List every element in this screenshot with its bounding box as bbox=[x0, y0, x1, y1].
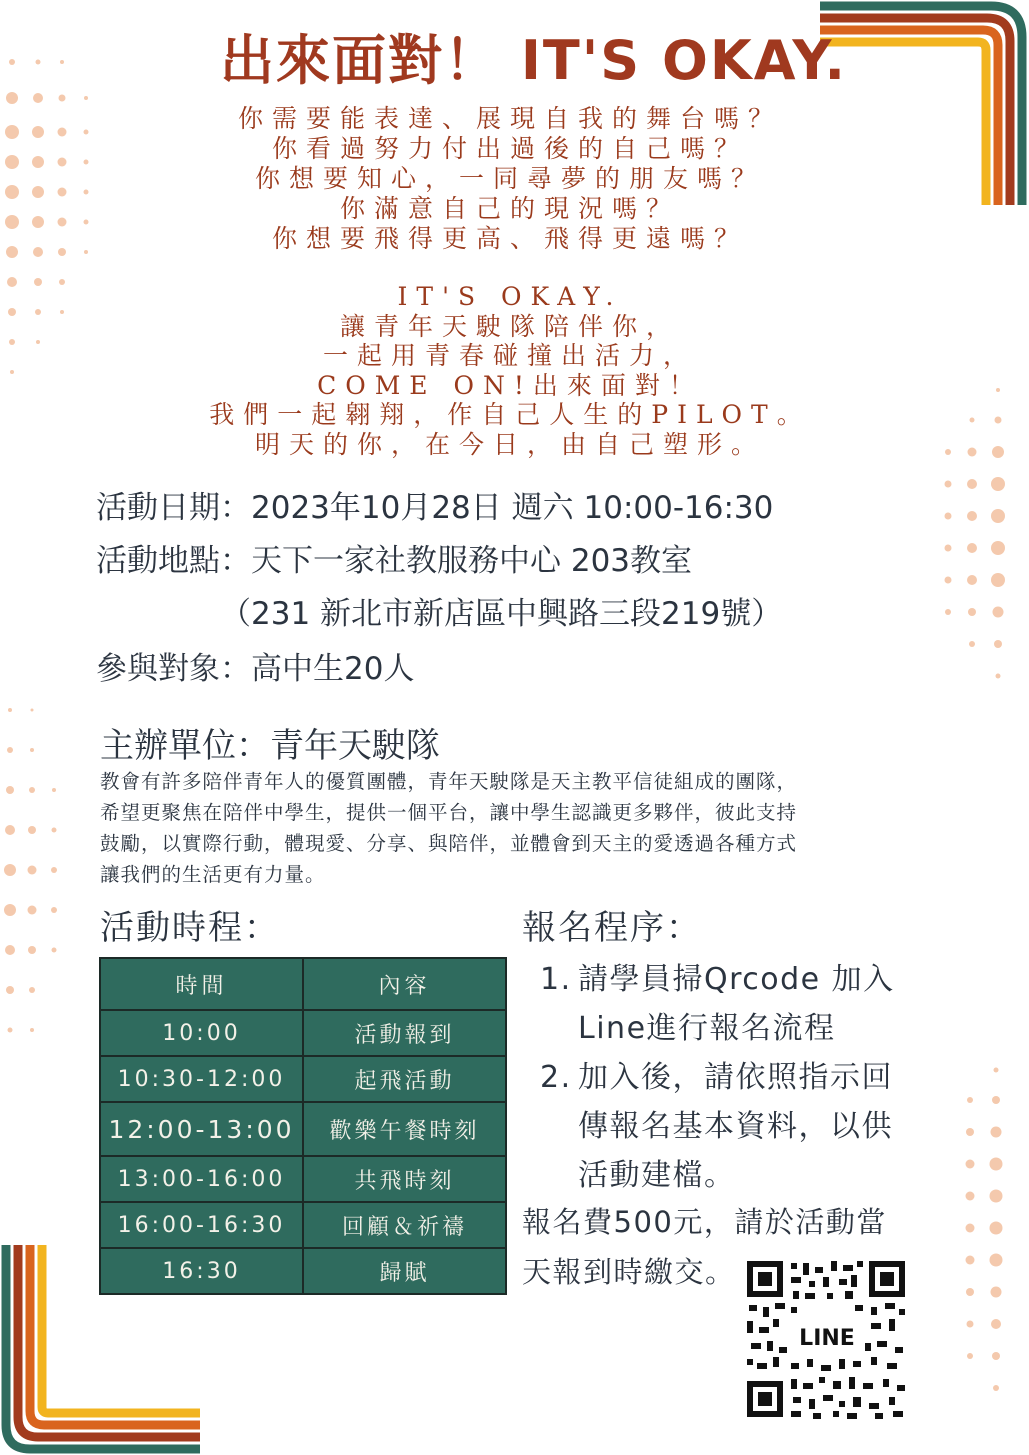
registration-step bbox=[540, 955, 940, 1053]
schedule-table bbox=[99, 957, 507, 1295]
schedule-row bbox=[100, 1010, 506, 1056]
schedule-row bbox=[100, 1248, 506, 1294]
title-chinese: 出來面對！ bbox=[220, 29, 500, 92]
step-line: 請學員掃Qrcode 加入 bbox=[578, 962, 895, 997]
event-address: （231 新北市新店區中興路三段219號） bbox=[220, 596, 783, 632]
okay-line: 一起用青春碰撞出活力， bbox=[322, 341, 697, 371]
step-number: 2. bbox=[540, 1060, 572, 1095]
step-line: 活動建檔。 bbox=[578, 1158, 736, 1193]
organizer-description bbox=[100, 766, 900, 890]
schedule-content: 歸賦 bbox=[303, 1248, 506, 1294]
schedule-row bbox=[100, 1202, 506, 1248]
intro-line: 你想要知心，一同尋夢的朋友嗎？ bbox=[254, 164, 765, 193]
okay-line: COME ON!出來面對！ bbox=[317, 370, 703, 400]
schedule-time: 13:00-16:00 bbox=[100, 1156, 303, 1202]
registration-title: 報名程序： bbox=[522, 908, 702, 948]
intro-questions bbox=[150, 104, 870, 254]
schedule-header-row bbox=[100, 958, 506, 1010]
intro-line: 你想要飛得更高、飛得更遠嗎？ bbox=[271, 224, 748, 253]
okay-line: IT'S OKAY. bbox=[397, 282, 623, 311]
okay-line: 我們一起翱翔，作自己人生的PILOT。 bbox=[209, 400, 811, 430]
schedule-content: 共飛時刻 bbox=[303, 1156, 506, 1202]
okay-message bbox=[140, 282, 880, 460]
schedule-time: 10:30-12:00 bbox=[100, 1056, 303, 1102]
event-location: 活動地點：天下一家社教服務中心 203教室 bbox=[96, 543, 693, 579]
schedule-content: 活動報到 bbox=[303, 1010, 506, 1056]
schedule-time: 12:00-13:00 bbox=[100, 1102, 303, 1156]
description-line: 教會有許多陪伴青年人的優質團體，青年天駛隊是天主教平信徒組成的團隊， bbox=[100, 770, 798, 793]
step-line: Line進行報名流程 bbox=[578, 1011, 836, 1046]
schedule-row bbox=[100, 1156, 506, 1202]
registration-step bbox=[540, 1053, 940, 1200]
step-text bbox=[578, 1053, 893, 1200]
left-lower-dot-pattern bbox=[0, 690, 80, 1070]
schedule-title: 活動時程： bbox=[100, 908, 280, 948]
title-english: IT'S OKAY. bbox=[520, 29, 848, 92]
schedule-row bbox=[100, 1102, 506, 1156]
description-line: 希望更聚焦在陪伴中學生，提供一個平台，讓中學生認識更多夥伴，彼此支持 bbox=[100, 801, 798, 824]
schedule-time: 10:00 bbox=[100, 1010, 303, 1056]
registration-steps bbox=[540, 955, 940, 1200]
organizer: 主辦單位：青年天駛隊 bbox=[100, 726, 440, 766]
step-number: 1. bbox=[540, 962, 572, 997]
schedule-content: 回顧＆祈禱 bbox=[303, 1202, 506, 1248]
schedule-content: 起飛活動 bbox=[303, 1056, 506, 1102]
event-date: 活動日期：2023年10月28日 週六 10:00-16:30 bbox=[96, 490, 774, 526]
event-participants: 參與對象：高中生20人 bbox=[96, 651, 415, 687]
schedule-time: 16:00-16:30 bbox=[100, 1202, 303, 1248]
step-line: 加入後，請依照指示回 bbox=[578, 1060, 893, 1095]
intro-line: 你需要能表達、展現自我的舞台嗎？ bbox=[237, 104, 782, 133]
schedule-time: 16:30 bbox=[100, 1248, 303, 1294]
okay-line: 讓青年天駛隊陪伴你， bbox=[339, 311, 680, 341]
okay-line: 明天的你，在今日，由自己塑形。 bbox=[254, 429, 765, 459]
description-line: 鼓勵，以實際行動，體現愛、分享、與陪伴，並體會到天主的愛透過各種方式 bbox=[100, 832, 798, 855]
qr-line-logo: LINE bbox=[799, 1326, 855, 1351]
line-qr-code[interactable] bbox=[743, 1257, 909, 1421]
schedule-header-content: 內容 bbox=[303, 958, 506, 1010]
right-lower-dot-pattern bbox=[930, 1060, 1029, 1440]
step-line: 傳報名基本資料，以供 bbox=[578, 1109, 893, 1144]
fee-line: 報名費500元，請於活動當 bbox=[522, 1205, 887, 1239]
schedule-header-time: 時間 bbox=[100, 958, 303, 1010]
fee-line: 天報到時繳交。 bbox=[522, 1255, 736, 1289]
left-dot-pattern bbox=[0, 40, 110, 400]
right-dot-pattern bbox=[920, 380, 1029, 710]
qr-code-graphic bbox=[743, 1257, 909, 1421]
intro-line: 你看過努力付出過後的自己嗎？ bbox=[271, 134, 748, 163]
poster-title bbox=[220, 18, 848, 95]
intro-line: 你滿意自己的現況嗎？ bbox=[339, 194, 680, 223]
schedule-content: 歡樂午餐時刻 bbox=[303, 1102, 506, 1156]
step-text bbox=[578, 955, 895, 1053]
description-line: 讓我們的生活更有力量。 bbox=[100, 863, 326, 886]
schedule-row bbox=[100, 1056, 506, 1102]
